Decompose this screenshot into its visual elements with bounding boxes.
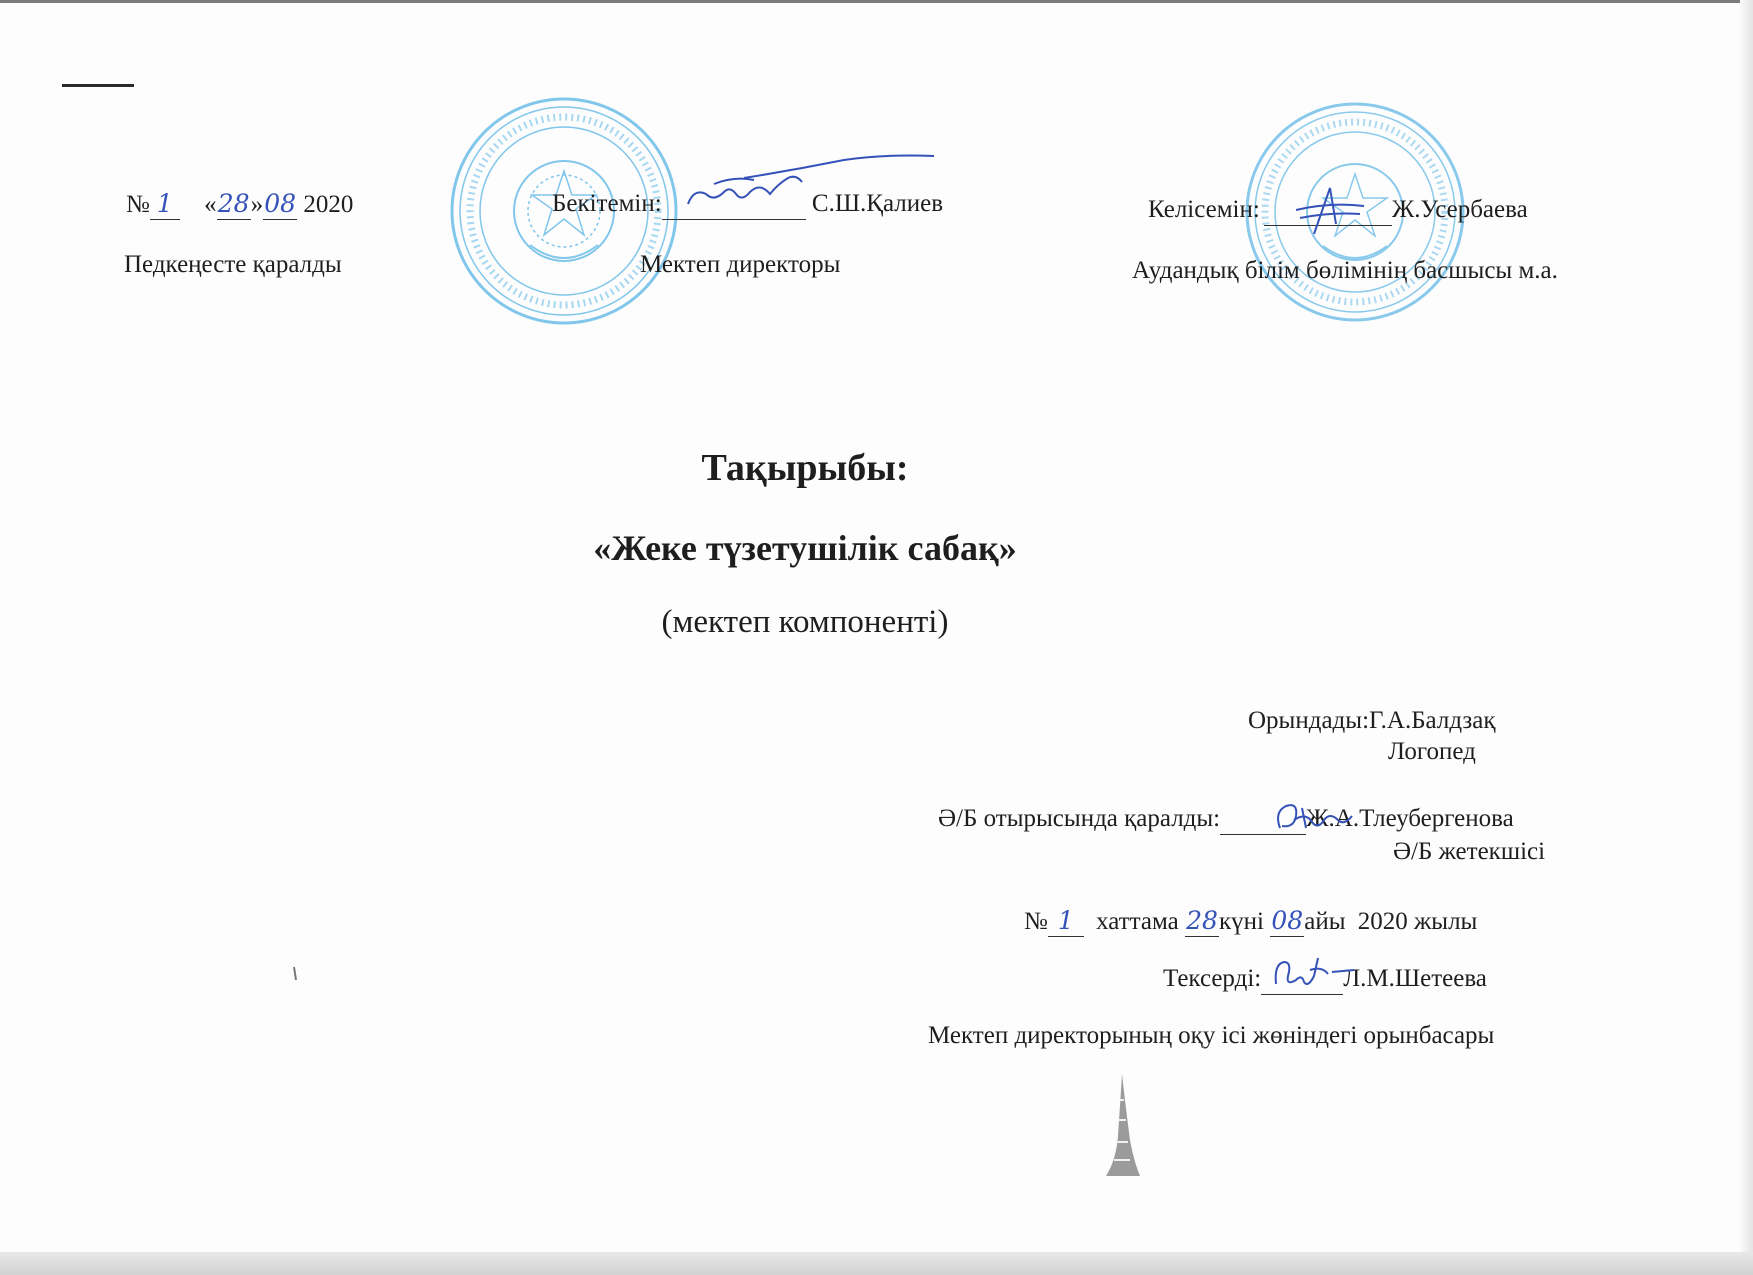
binder-mark-icon: [1100, 1070, 1146, 1182]
performer-line: [1248, 706, 1496, 736]
protocol-day-word: күні: [1218, 908, 1264, 935]
council-number-date: [126, 189, 353, 220]
scan-edge-bottom: [0, 1252, 1753, 1275]
speck-mark-icon: [292, 966, 298, 982]
council-day-handwritten: 28: [217, 189, 250, 218]
checked-label: Тексерді:: [1163, 965, 1262, 992]
methodical-signature-icon: [1272, 798, 1360, 836]
checked-role: Мектеп директорының оқу ісі жөніндегі орынбасары: [928, 1022, 1495, 1049]
performer-label: Орындады:: [1248, 707, 1370, 734]
methodical-line: [938, 804, 1514, 835]
protocol-month-handwritten: 08: [1271, 906, 1304, 935]
scan-edge-top: [0, 0, 1753, 3]
methodical-name: Ж.А.Тлеубергенова: [1306, 805, 1514, 832]
director-signature-icon: [684, 148, 944, 218]
head-name: Ж.Усербаева: [1391, 196, 1528, 223]
approve-label: Бекітемін:: [552, 190, 662, 217]
director-caption: Мектеп директоры: [640, 251, 841, 278]
council-caption: Педкеңесте қаралды: [124, 251, 342, 278]
head-signature-icon: [1290, 184, 1370, 240]
protocol-number-sign: №: [1024, 908, 1048, 935]
council-year: 2020: [303, 191, 354, 218]
protocol-year: 2020 жылы: [1357, 908, 1478, 935]
checked-signature-icon: [1270, 952, 1360, 994]
head-caption: Аудандық білім бөлімінің басшысы м.а.: [1132, 257, 1558, 284]
open-quote: «: [204, 191, 217, 218]
director-name: С.Ш.Қалиев: [811, 190, 944, 217]
checked-name: Л.М.Шетеева: [1343, 965, 1487, 992]
council-month-handwritten: 08: [264, 189, 297, 218]
council-number-handwritten: 1: [150, 189, 180, 220]
protocol-word: хаттама: [1096, 908, 1179, 935]
protocol-month-word: айы: [1304, 908, 1346, 935]
performer-role: Логопед: [1388, 738, 1476, 765]
scan-edge-right: [1740, 0, 1753, 1275]
close-quote: »: [250, 191, 264, 218]
protocol-number-handwritten: 1: [1048, 906, 1084, 937]
title-label: Тақырыбы:: [701, 447, 909, 489]
performer-name: Г.А.Балдзақ: [1369, 707, 1496, 734]
methodical-role: Ә/Б жетекшісі: [1393, 838, 1546, 865]
protocol-day-handwritten: 28: [1186, 906, 1218, 935]
title-subtitle: (мектеп компоненті): [661, 604, 949, 640]
protocol-line: [1024, 906, 1477, 937]
number-sign: №: [126, 191, 150, 218]
agree-label: Келісемін:: [1148, 196, 1260, 223]
methodical-label: Ә/Б отырысында қаралды:: [938, 805, 1221, 832]
title-main: «Жеке түзетушілік сабақ»: [593, 528, 1017, 568]
corner-dash: [62, 84, 134, 87]
